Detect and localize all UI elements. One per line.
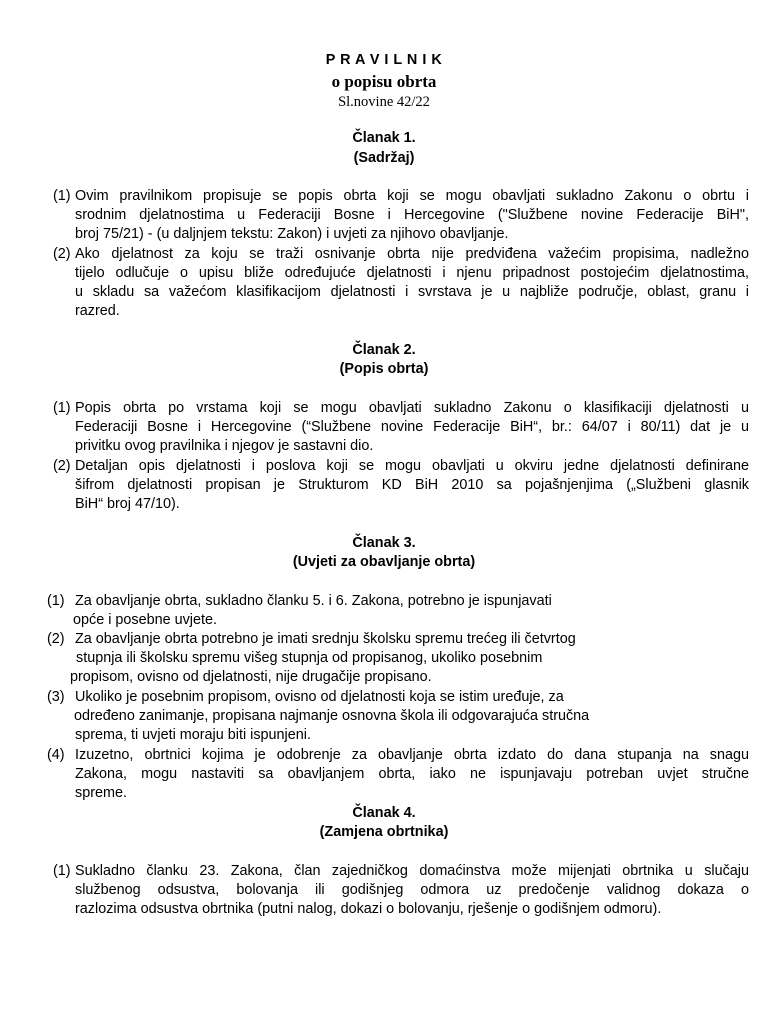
article-3-para-2-line: stupnja ili školsku spremu višeg stupnja od propisanog, ukoliko posebnim	[76, 650, 543, 666]
article-3-para-1-number: (1)	[47, 593, 65, 609]
article-3-para-2-line: Za obavljanje obrta potrebno je imati srednju školsku spremu trećeg ili četvrtog	[75, 631, 576, 647]
article-1-para-2-line: tijelo odlučuje o upisu bliže određujuće djelatnosti i njenu pripadnost postojećim djelatnostima,	[75, 265, 749, 281]
article-2-subheading: (Popis obrta)	[339, 361, 429, 377]
article-2-para-2-number: (2)	[53, 458, 71, 474]
article-2-heading: Članak 2.	[352, 342, 416, 358]
article-1-subheading: (Sadržaj)	[353, 150, 415, 166]
article-3-para-2-number: (2)	[47, 631, 65, 647]
article-4-para-1-number: (1)	[53, 863, 71, 879]
article-3-para-4-line: spreme.	[75, 785, 127, 801]
article-4-para-1-line: razlozima odsustva obrtnika (putni nalog, dokazi o bolovanju, rješenje o godišnjem odmoru).	[75, 901, 662, 917]
article-3-heading: Članak 3.	[352, 535, 416, 551]
article-2-para-2-line: šifrom djelatnosti propisan je Strukturom KD BiH 2010 sa pojašnjenjima („Službeni glasnik	[75, 477, 749, 493]
article-3-para-4-line: Izuzetno, obrtnici kojima je odobrenje za obavljanje obrta izdato do dana stupanja na snagu	[75, 747, 749, 763]
article-3-para-4-line: Zakona, mogu nastaviti sa obavljanjem obrta, iako ne ispunjavaju potreban uvjet stručne	[75, 766, 749, 782]
article-1-para-2-line: razred.	[75, 303, 120, 319]
article-3-para-1-line: Za obavljanje obrta, sukladno članku 5. i 6. Zakona, potrebno je ispunjavati	[75, 593, 552, 609]
article-3-para-3-line: određeno zanimanje, propisana najmanje osnovna škola ili odgovarajuća stručna	[74, 708, 590, 724]
article-4-subheading: (Zamjena obrtnika)	[319, 824, 449, 840]
article-1-para-2-number: (2)	[53, 246, 71, 262]
article-3-para-3-line: Ukoliko je posebnim propisom, ovisno od djelatnosti koja se istim uređuje, za	[75, 689, 564, 705]
article-4-para-1-line: službenog odsustva, bolovanja ili godišnjeg odmora uz predočenje validnog dokaza o	[75, 882, 749, 898]
article-1-para-2-line: Ako djelatnost za koju se traži osnivanje obrta nije predviđena važećim propisima, nadležno	[75, 246, 749, 262]
article-1-para-1-line: srodnim djelatnostima u Federaciji Bosne i Hercegovine ("Službene novine Federacije BiH",	[75, 207, 749, 223]
article-3-subheading: (Uvjeti za obavljanje obrta)	[292, 554, 476, 570]
gazette-reference: Sl.novine 42/22	[338, 94, 430, 110]
article-3-para-4-number: (4)	[47, 747, 65, 763]
article-2-para-1-number: (1)	[53, 400, 71, 416]
article-1-heading: Članak 1.	[352, 130, 416, 146]
document-title: P R A V I L N I K	[325, 52, 443, 68]
article-3-para-3-line: sprema, ti uvjeti moraju biti ispunjeni.	[75, 727, 311, 743]
document-subtitle: o popisu obrta	[331, 72, 437, 91]
article-4-para-1-line: Sukladno članku 23. Zakona, član zajedničkog domaćinstva može mijenjati obrtnika u slučaju	[75, 863, 749, 879]
article-2-para-2-line: Detaljan opis djelatnosti i poslova koji se mogu obavljati u okviru jedne djelatnosti definirane	[75, 458, 749, 474]
article-1-para-1-line: Ovim pravilnikom propisuje se popis obrta koji se mogu obavljati sukladno Zakonu o obrtu i	[75, 188, 749, 204]
article-1-para-1-number: (1)	[53, 188, 71, 204]
article-1-para-1-line: broj 75/21) - (u daljnjem tekstu: Zakon) i uvjeti za njihovo obavljanje.	[75, 226, 509, 242]
article-3-para-2-line: propisom, ovisno od djelatnosti, nije drugačije propisano.	[70, 669, 432, 685]
article-2-para-1-line: Federaciji Bosne i Hercegovine (“Službene novine Federacije BiH“, br.: 64/07 i 80/11) dat je u	[75, 419, 749, 435]
article-4-heading: Članak 4.	[352, 805, 416, 821]
article-3-para-1-line: opće i posebne uvjete.	[73, 612, 218, 628]
article-1-para-2-line: u skladu sa važećom klasifikacijom djelatnosti i svrstava je u najbliže područje, oblast, granu i	[75, 284, 749, 300]
article-3-para-3-number: (3)	[47, 689, 65, 705]
article-2-para-2-line: BiH“ broj 47/10).	[75, 496, 180, 512]
article-2-para-1-line: Popis obrta po vrstama koji se mogu obavljati sukladno Zakonu o klasifikaciji djelatnosti u	[75, 400, 749, 416]
article-2-para-1-line: privitku ovog pravilnika i njegov je sastavni dio.	[75, 438, 374, 454]
